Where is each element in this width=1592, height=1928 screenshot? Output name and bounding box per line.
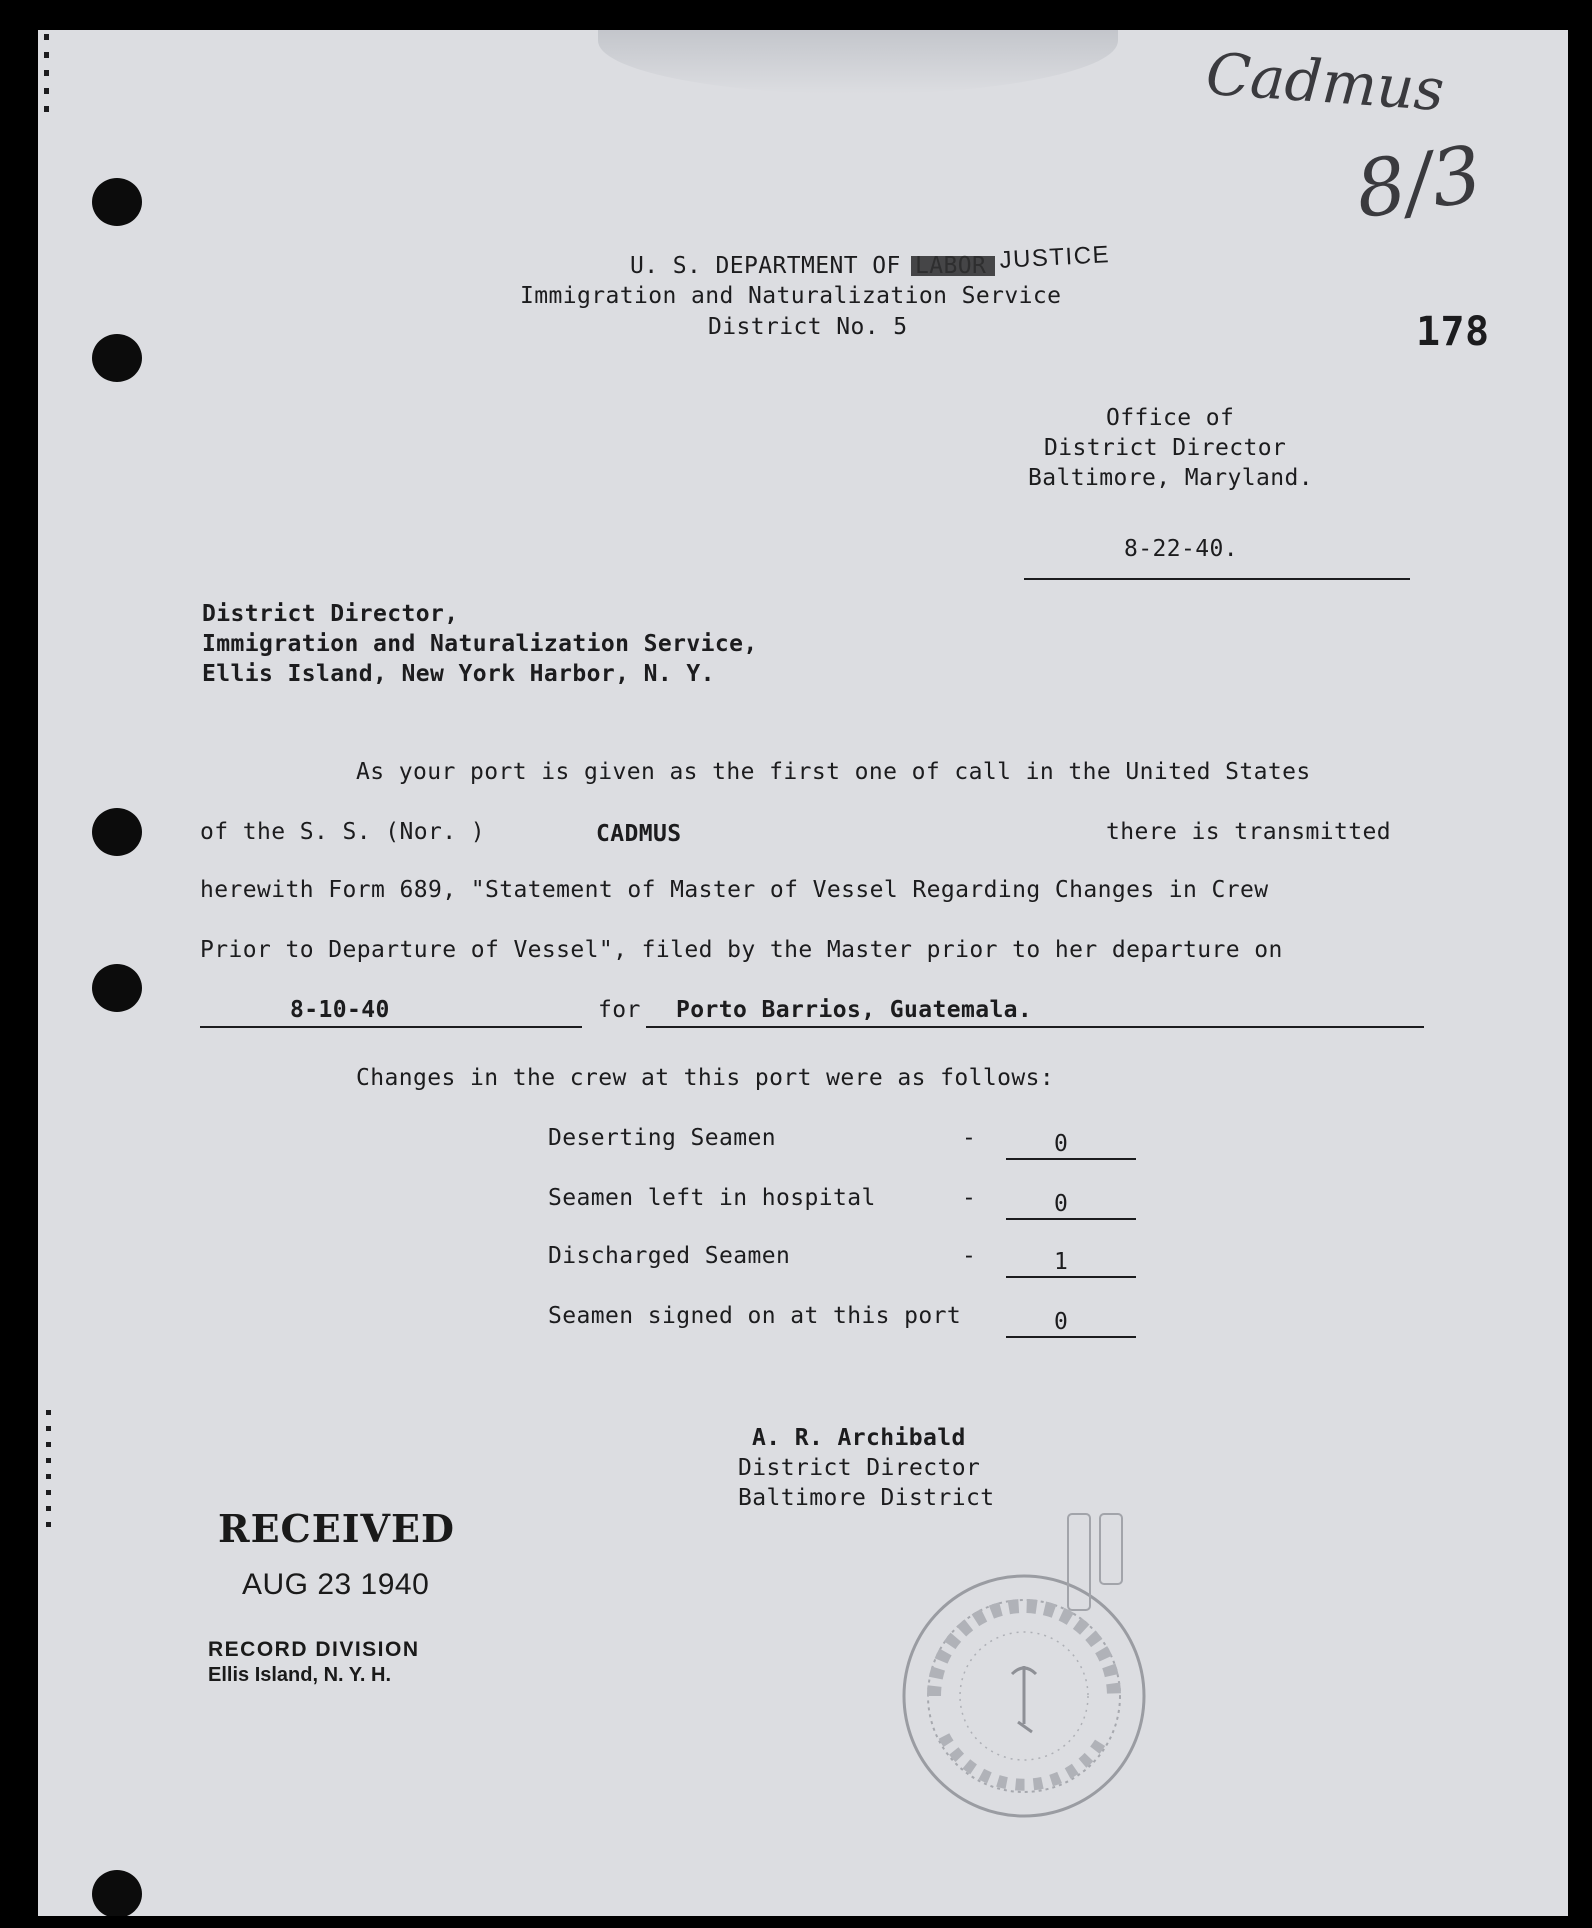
crew-change-value: 0 [1054, 1131, 1069, 1157]
crew-change-underline [1006, 1276, 1136, 1278]
crew-change-dash: - [962, 1243, 977, 1269]
departure-date: 8-10-40 [290, 997, 390, 1023]
body-line-4: Prior to Departure of Vessel", filed by the Master prior to her departure on [200, 937, 1283, 963]
signatory-name: A. R. Archibald [752, 1425, 966, 1451]
destination: Porto Barrios, Guatemala. [676, 997, 1033, 1023]
departure-date-underline [200, 1026, 582, 1028]
punch-hole [92, 964, 142, 1012]
crew-change-value: 0 [1054, 1191, 1069, 1217]
addressee-line-2: Immigration and Naturalization Service, [202, 631, 758, 657]
document-page [38, 30, 1568, 1916]
punch-hole [92, 808, 142, 856]
struck-word [915, 252, 986, 280]
department-line [630, 241, 1112, 280]
stamped-justice: JUSTICE [999, 241, 1112, 274]
crew-change-value: 0 [1054, 1309, 1069, 1335]
crew-change-label: Deserting Seamen [548, 1125, 776, 1151]
crew-change-label: Seamen signed on at this port [548, 1303, 962, 1329]
crew-change-underline [1006, 1218, 1136, 1220]
body-line-3: herewith Form 689, "Statement of Master of Vessel Regarding Changes in Crew [200, 877, 1269, 903]
received-stamp-location: Ellis Island, N. Y. H. [208, 1664, 392, 1686]
service-line: Immigration and Naturalization Service [520, 283, 1062, 309]
office-line-3: Baltimore, Maryland. [1028, 465, 1313, 491]
crew-change-dash: - [962, 1185, 977, 1211]
addressee-line-1: District Director, [202, 601, 459, 627]
punch-hole [92, 178, 142, 226]
page-number: 178 [1416, 309, 1490, 355]
signatory-title: District Director [738, 1455, 981, 1481]
office-line-1: Office of [1106, 405, 1235, 431]
addressee-line-3: Ellis Island, New York Harbor, N. Y. [202, 661, 715, 687]
changes-intro: Changes in the crew at this port were as follows: [356, 1065, 1055, 1091]
punch-hole [92, 334, 142, 382]
crew-change-dash: - [962, 1125, 977, 1151]
received-stamp-division: RECORD DIVISION [208, 1638, 420, 1661]
body-line-2-prefix: of the S. S. (Nor. ) [200, 819, 485, 845]
redaction-bar [911, 256, 995, 276]
body-line-1: As your port is given as the first one of call in the United States [356, 759, 1311, 785]
vessel-name: CADMUS [596, 821, 682, 847]
district-line: District No. 5 [708, 314, 908, 340]
date-underline [1024, 578, 1410, 580]
signatory-district: Baltimore District [738, 1485, 995, 1511]
crew-change-underline [1006, 1158, 1136, 1160]
for-word: for [598, 997, 641, 1023]
handwritten-vessel-name: Cadmus [1203, 39, 1447, 125]
margin-mark [46, 1410, 51, 1530]
letter-date: 8-22-40. [1124, 536, 1238, 562]
crew-change-value: 1 [1054, 1249, 1069, 1275]
received-stamp-heading: RECEIVED [218, 1506, 455, 1551]
handwritten-fraction: 8/3 [1350, 129, 1488, 237]
destination-underline [646, 1026, 1424, 1028]
crew-change-label: Seamen left in hospital [548, 1185, 876, 1211]
reversed-date-stamp-icon [1058, 1508, 1138, 1618]
crew-change-label: Discharged Seamen [548, 1243, 791, 1269]
received-stamp-date: AUG 23 1940 [242, 1568, 430, 1601]
body-line-2-suffix: there is transmitted [1106, 819, 1391, 845]
office-line-2: District Director [1044, 435, 1287, 461]
margin-mark [44, 34, 49, 124]
crew-change-underline [1006, 1336, 1136, 1338]
department-prefix: U. S. DEPARTMENT OF [630, 253, 901, 279]
punch-hole [92, 1870, 142, 1916]
